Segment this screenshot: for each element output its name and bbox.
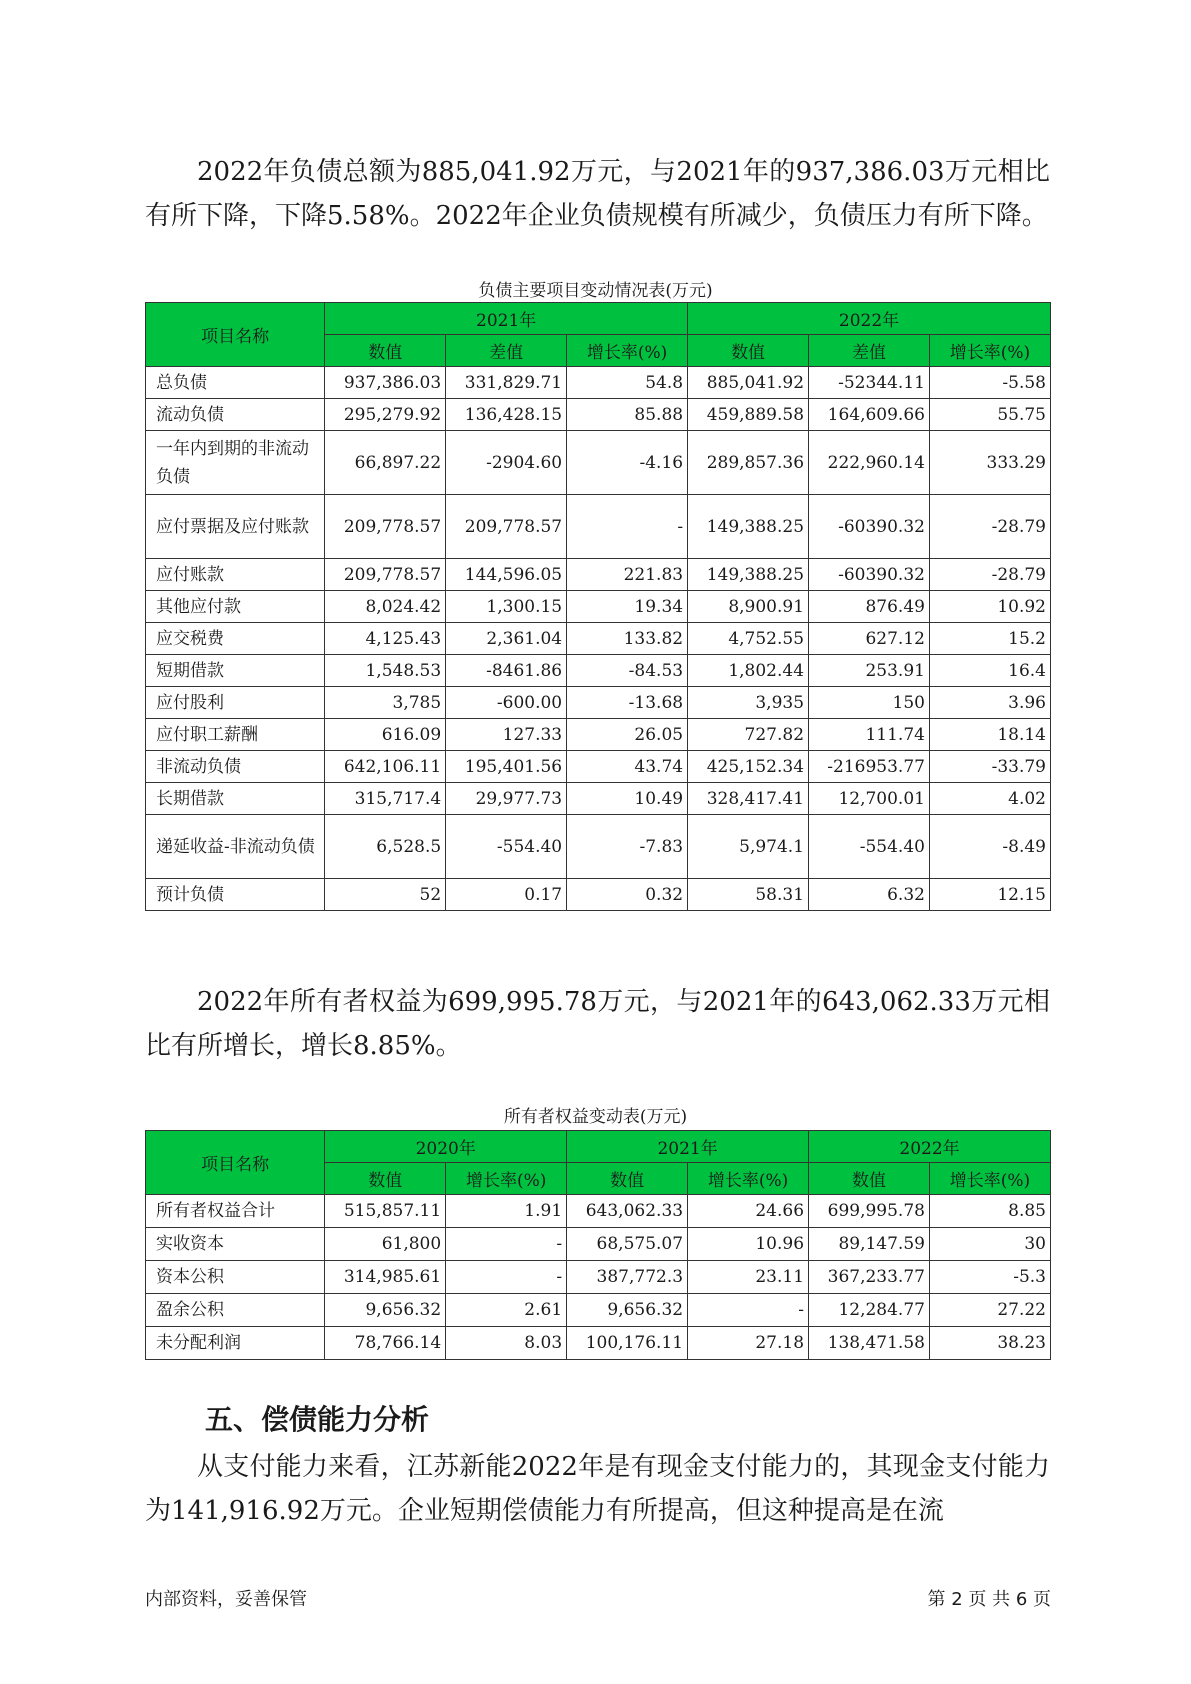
table-cell: 4.02 [929,783,1050,815]
table-cell: -5.58 [929,367,1050,399]
table-cell: 331,829.71 [446,367,567,399]
row-label: 递延收益-非流动负债 [146,815,325,879]
table-cell: 387,772.3 [567,1261,688,1294]
table-cell: 221.83 [567,559,688,591]
table-cell: 1.91 [446,1195,567,1228]
sub-header: 差值 [809,335,930,367]
table-cell: 367,233.77 [809,1261,930,1294]
sub-header: 增长率(%) [688,1163,809,1195]
paragraph-equity: 2022年所有者权益为699,995.78万元，与2021年的643,062.33万元相比有所增长，增长8.85%。 [145,987,1050,1061]
table-cell: 150 [809,687,930,719]
table-cell: 18.14 [929,719,1050,751]
table-cell: 1,548.53 [325,655,446,687]
table-cell: 26.05 [567,719,688,751]
sub-header: 数值 [567,1163,688,1195]
table-cell: 58.31 [688,879,809,911]
table-cell: 425,152.34 [688,751,809,783]
paragraph-liabilities: 2022年负债总额为885,041.92万元，与2021年的937,386.03万元相比有所下降，下降5.58%。2022年企业负债规模有所减少，负债压力有所下降。 [145,157,1050,231]
table-cell: 314,985.61 [325,1261,446,1294]
table-cell: 85.88 [567,399,688,431]
table-cell: 222,960.14 [809,431,930,495]
table-cell: 111.74 [809,719,930,751]
table-cell: 8,024.42 [325,591,446,623]
table-cell: 3,785 [325,687,446,719]
table-cell: 727.82 [688,719,809,751]
table1-caption: 负债主要项目变动情况表(万元) [478,281,713,301]
table-row [146,399,1051,431]
table-row [146,559,1051,591]
table-row [146,815,1051,879]
table-cell: 295,279.92 [325,399,446,431]
row-label: 短期借款 [146,655,325,687]
sub-header: 增长率(%) [446,1163,567,1195]
row-label: 非流动负债 [146,751,325,783]
table-row [146,719,1051,751]
sub-header: 数值 [688,335,809,367]
table-cell: 642,106.11 [325,751,446,783]
table-cell: -28.79 [929,495,1050,559]
table-cell: 27.18 [688,1327,809,1360]
row-label: 应付账款 [146,559,325,591]
table-cell: 52 [325,879,446,911]
table-cell: 24.66 [688,1195,809,1228]
row-label: 应交税费 [146,623,325,655]
table-row [146,591,1051,623]
table-cell: 68,575.07 [567,1228,688,1261]
table-cell: 23.11 [688,1261,809,1294]
table-cell: -2904.60 [446,431,567,495]
table-cell: 5,974.1 [688,815,809,879]
row-label: 应付票据及应付账款 [146,495,325,559]
table-cell: 89,147.59 [809,1228,930,1261]
table-cell: 253.91 [809,655,930,687]
sub-header: 增长率(%) [929,1163,1050,1195]
table-cell: 6.32 [809,879,930,911]
col-header-item-name: 项目名称 [146,303,325,367]
table-cell: 138,471.58 [809,1327,930,1360]
row-label: 流动负债 [146,399,325,431]
table-cell: -13.68 [567,687,688,719]
table-cell: -52344.11 [809,367,930,399]
table-cell: -554.40 [446,815,567,879]
table-cell: 127.33 [446,719,567,751]
table-row [146,367,1051,399]
table-cell: -84.53 [567,655,688,687]
table-cell: - [446,1228,567,1261]
table-cell: 515,857.11 [325,1195,446,1228]
table-cell: 328,417.41 [688,783,809,815]
table-cell: 209,778.57 [325,495,446,559]
table-row [146,1327,1051,1360]
col-header-year: 2021年 [325,303,688,335]
table-cell: 30 [929,1228,1050,1261]
table-cell: 164,609.66 [809,399,930,431]
table-cell: 12.15 [929,879,1050,911]
table-cell: 12,700.01 [809,783,930,815]
table-cell: 100,176.11 [567,1327,688,1360]
table-cell: -8461.86 [446,655,567,687]
row-label: 总负债 [146,367,325,399]
table-cell: -8.49 [929,815,1050,879]
table-row [146,687,1051,719]
row-label: 一年内到期的非流动负债 [146,431,325,495]
sub-header: 增长率(%) [929,335,1050,367]
table-cell: 29,977.73 [446,783,567,815]
table-row [146,783,1051,815]
table-cell: 4,752.55 [688,623,809,655]
row-label: 资本公积 [146,1261,325,1294]
table-cell: 209,778.57 [446,495,567,559]
table-cell: 149,388.25 [688,559,809,591]
table-row [146,1294,1051,1327]
col-header-year: 2022年 [809,1131,1051,1163]
table-cell: 55.75 [929,399,1050,431]
table-cell: 643,062.33 [567,1195,688,1228]
table-cell: 8.03 [446,1327,567,1360]
table-cell: 6,528.5 [325,815,446,879]
row-label: 其他应付款 [146,591,325,623]
row-label: 所有者权益合计 [146,1195,325,1228]
table-row [146,623,1051,655]
liabilities-table [145,302,1051,911]
table-cell: 1,300.15 [446,591,567,623]
row-label: 实收资本 [146,1228,325,1261]
table-cell: 15.2 [929,623,1050,655]
table-cell: 16.4 [929,655,1050,687]
table-cell: 459,889.58 [688,399,809,431]
table-cell: 78,766.14 [325,1327,446,1360]
table-cell: 8.85 [929,1195,1050,1228]
table-cell: 54.8 [567,367,688,399]
table-cell: -60390.32 [809,495,930,559]
table-cell: 136,428.15 [446,399,567,431]
table-cell: 38.23 [929,1327,1050,1360]
table-cell: - [567,495,688,559]
table-cell: 616.09 [325,719,446,751]
sub-header: 差值 [446,335,567,367]
table-cell: 9,656.32 [567,1294,688,1327]
table-cell: 144,596.05 [446,559,567,591]
table-row [146,655,1051,687]
table-cell: 0.17 [446,879,567,911]
table-cell: 1,802.44 [688,655,809,687]
table-cell: 4,125.43 [325,623,446,655]
table-cell: 10.92 [929,591,1050,623]
table-cell: 627.12 [809,623,930,655]
table-cell: 333.29 [929,431,1050,495]
table-cell: 43.74 [567,751,688,783]
table-cell: -5.3 [929,1261,1050,1294]
sub-header: 数值 [325,1163,446,1195]
section-heading: 五、偿债能力分析 [205,1403,430,1436]
table-row [146,1228,1051,1261]
table-cell: 61,800 [325,1228,446,1261]
col-header-item-name: 项目名称 [146,1131,325,1195]
row-label: 长期借款 [146,783,325,815]
sub-header: 增长率(%) [567,335,688,367]
table-cell: 10.49 [567,783,688,815]
table-cell: 12,284.77 [809,1294,930,1327]
table-cell: -7.83 [567,815,688,879]
row-label: 应付职工薪酬 [146,719,325,751]
table-cell: 209,778.57 [325,559,446,591]
table-cell: 149,388.25 [688,495,809,559]
row-label: 未分配利润 [146,1327,325,1360]
table-cell: 10.96 [688,1228,809,1261]
table-cell: - [688,1294,809,1327]
table-cell: 289,857.36 [688,431,809,495]
row-label: 盈余公积 [146,1294,325,1327]
paragraph-solvency: 从支付能力来看，江苏新能2022年是有现金支付能力的，其现金支付能力为141,916.92万元。企业短期偿债能力有所提高，但这种提高是在流 [145,1452,1050,1526]
col-header-year: 2022年 [688,303,1051,335]
equity-table [145,1130,1051,1360]
table-cell: 9,656.32 [325,1294,446,1327]
table-row [146,751,1051,783]
table-cell: 937,386.03 [325,367,446,399]
table-cell: 699,995.78 [809,1195,930,1228]
table-row [146,431,1051,495]
footer-page-number: 第 2 页 共 6 页 [927,1589,1051,1610]
table-cell: 2,361.04 [446,623,567,655]
table-cell: 66,897.22 [325,431,446,495]
table-cell: 133.82 [567,623,688,655]
table-row [146,1261,1051,1294]
table-cell: 885,041.92 [688,367,809,399]
table-cell: -33.79 [929,751,1050,783]
table-cell: -216953.77 [809,751,930,783]
table-cell: 27.22 [929,1294,1050,1327]
sub-header: 数值 [809,1163,930,1195]
sub-header: 数值 [325,335,446,367]
table-cell: - [446,1261,567,1294]
table-row [146,1195,1051,1228]
table-row [146,879,1051,911]
table-cell: 195,401.56 [446,751,567,783]
row-label: 应付股利 [146,687,325,719]
table-cell: 3,935 [688,687,809,719]
table-cell: 2.61 [446,1294,567,1327]
col-header-year: 2021年 [567,1131,809,1163]
table-cell: 19.34 [567,591,688,623]
col-header-year: 2020年 [325,1131,567,1163]
table-cell: 315,717.4 [325,783,446,815]
table-cell: 0.32 [567,879,688,911]
table-cell: -4.16 [567,431,688,495]
table2-caption: 所有者权益变动表(万元) [503,1107,688,1127]
table-cell: -60390.32 [809,559,930,591]
table-cell: 876.49 [809,591,930,623]
row-label: 预计负债 [146,879,325,911]
table-cell: -28.79 [929,559,1050,591]
table-cell: 3.96 [929,687,1050,719]
table-cell: -554.40 [809,815,930,879]
footer-confidential: 内部资料，妥善保管 [145,1589,307,1610]
table-cell: 8,900.91 [688,591,809,623]
table-row [146,495,1051,559]
table-cell: -600.00 [446,687,567,719]
